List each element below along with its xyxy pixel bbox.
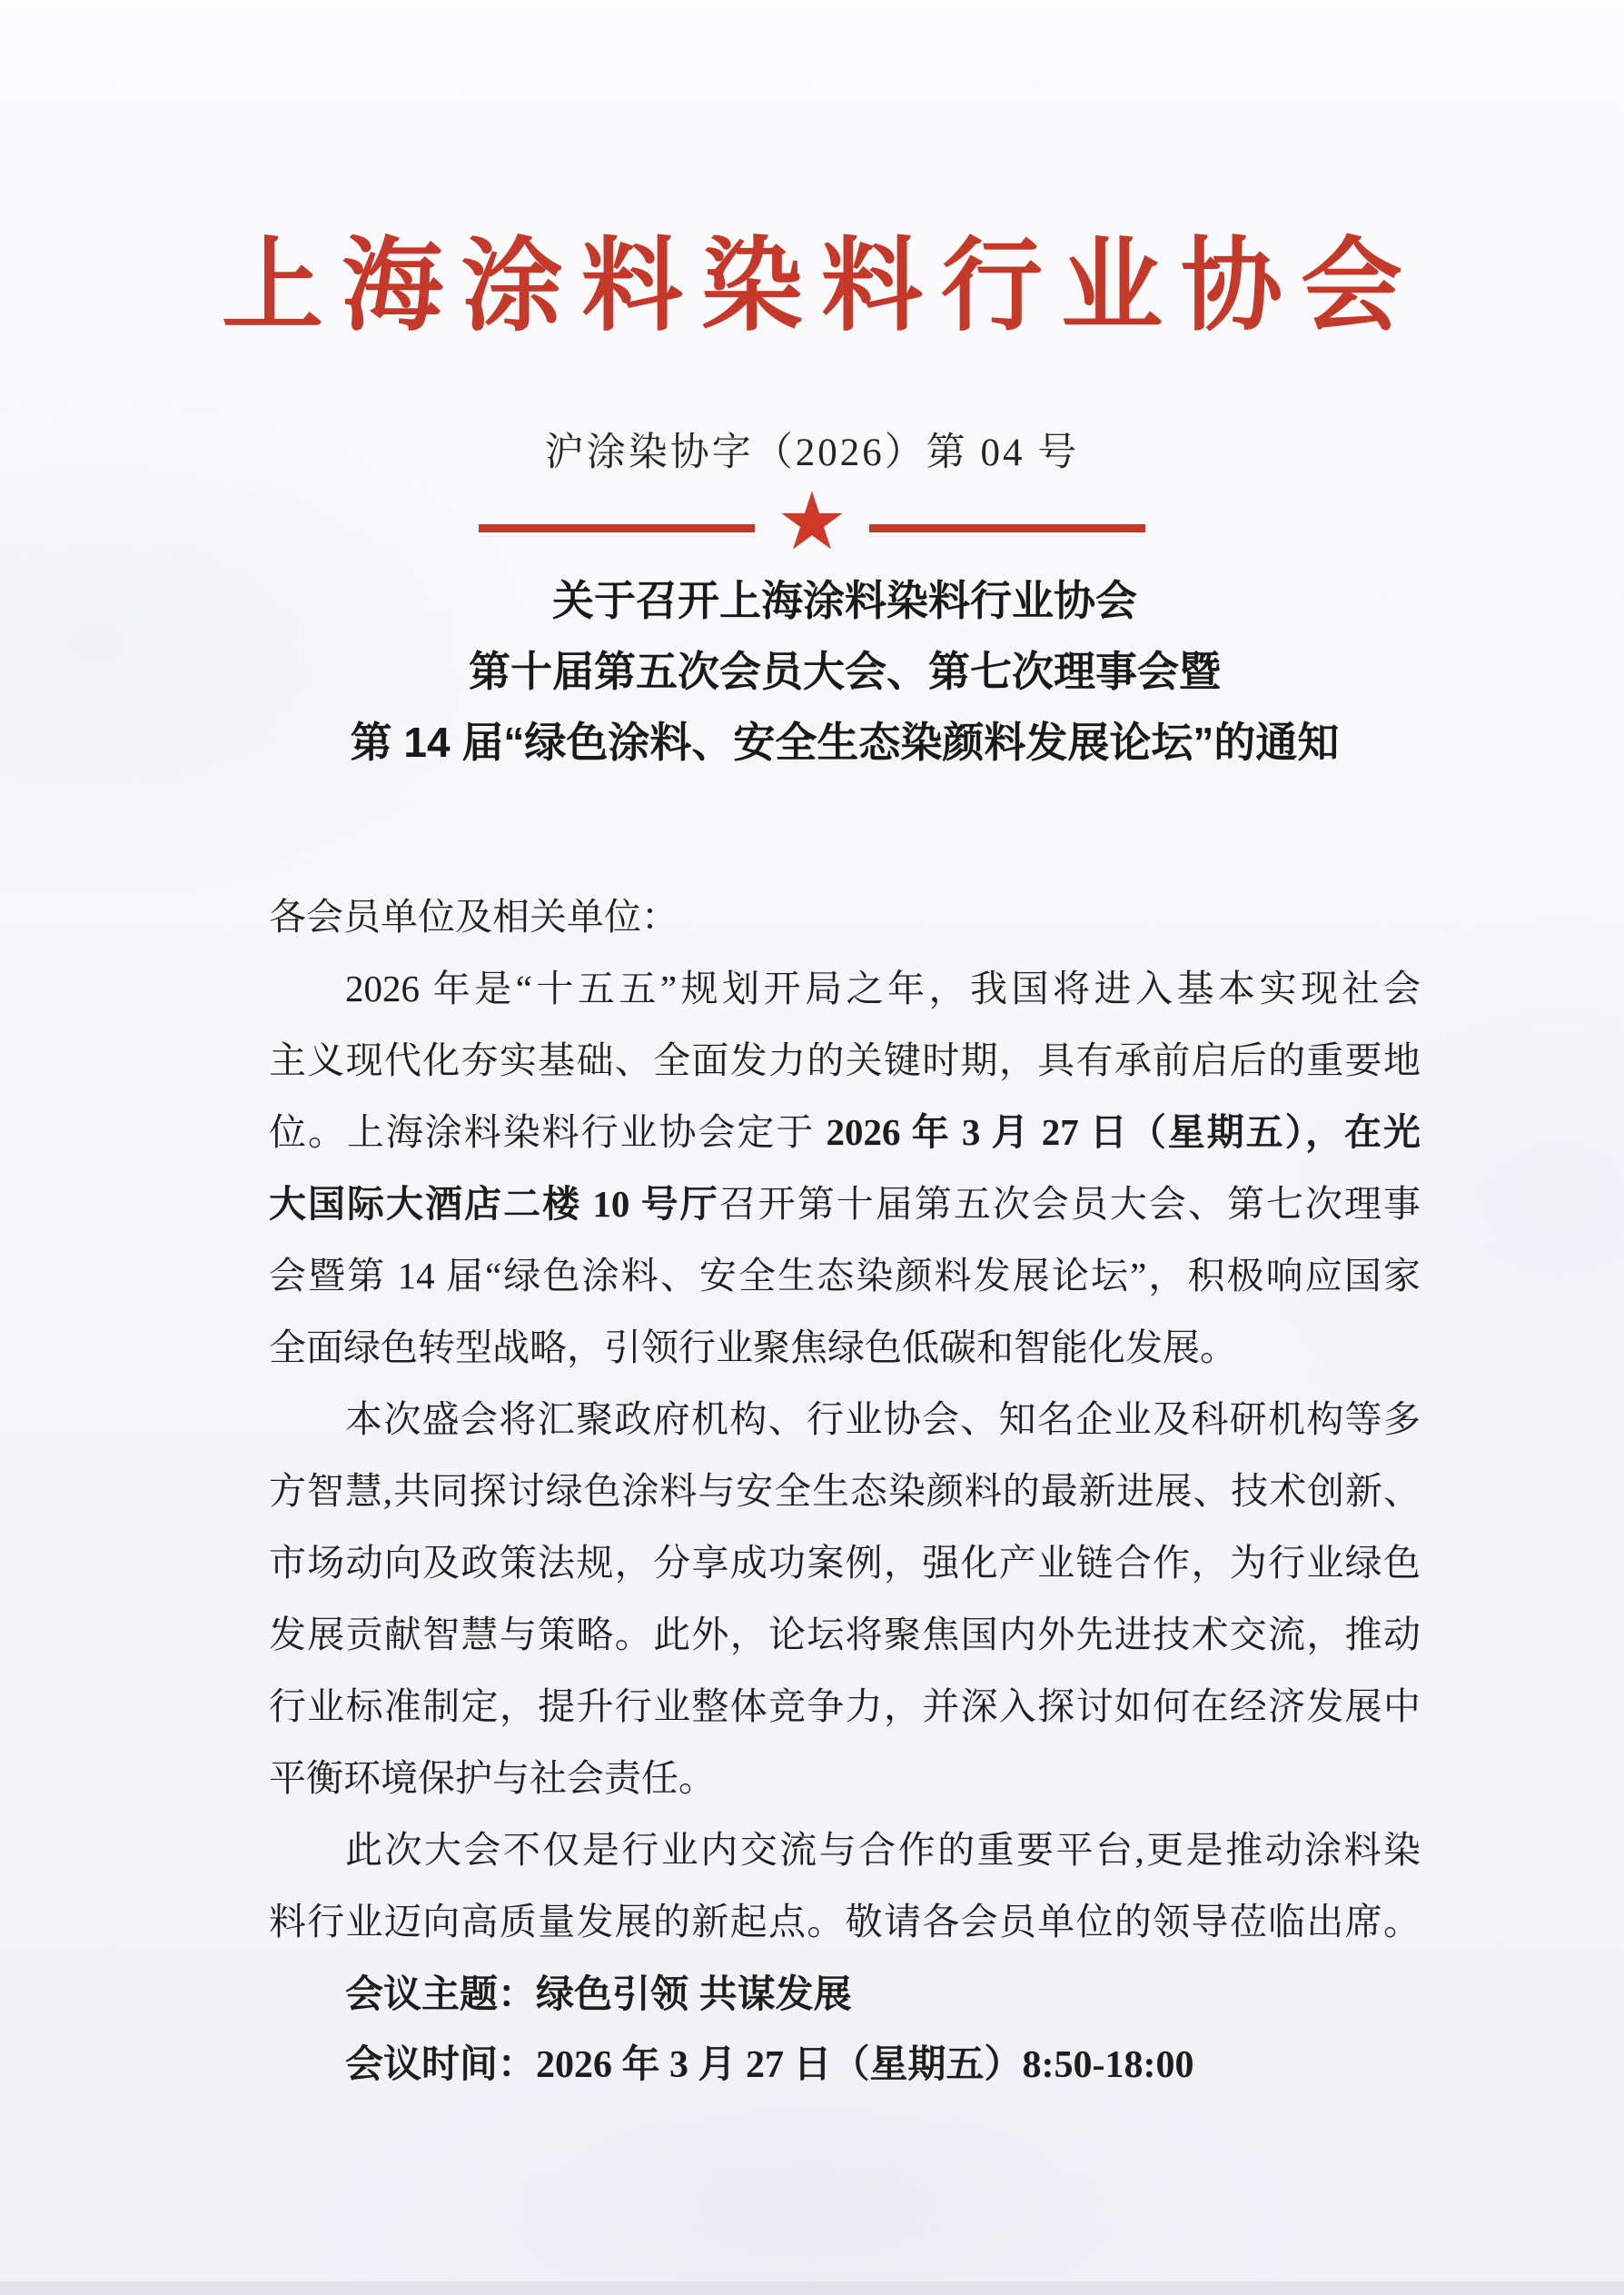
org-title: 上海涂料染料行业协会 xyxy=(222,231,1421,343)
body-text: 会暨第 14 届“绿色涂料、安全生态染颜料发展论坛”，积极响应国家 xyxy=(269,1255,1421,1297)
body-text: 市场动向及政策法规，分享成功案例，强化产业链合作，为行业绿色 xyxy=(269,1542,1421,1584)
body-line xyxy=(269,1599,1421,1671)
body-line xyxy=(269,1025,1421,1097)
body-text: 平衡环境保护与社会责任。 xyxy=(269,1757,716,1799)
body-text: 发展贡献智慧与策略。此外，论坛将聚焦国内外先进技术交流，推动 xyxy=(269,1614,1421,1655)
body-text: 主义现代化夯实基础、全面发力的关键时期，具有承前启后的重要地 xyxy=(269,1039,1421,1081)
body-text-bold: 会议时间：2026 年 3 月 27 日（星期五）8:50-18:00 xyxy=(345,2044,1194,2086)
body-text: 本次盛会将汇聚政府机构、行业协会、知名企业及科研机构等多 xyxy=(345,1398,1421,1440)
body-line xyxy=(269,1743,1421,1814)
salutation: 各会员单位及相关单位： xyxy=(269,896,678,938)
body-line xyxy=(269,1814,1421,1886)
body-text-bold: 会议主题：绿色引领 共谋发展 xyxy=(345,1972,852,2015)
body-text: 方智慧,共同探讨绿色涂料与安全生态染颜料的最新进展、技术创新、 xyxy=(269,1470,1421,1512)
body-text: 料行业迈向高质量发展的新起点。敬请各会员单位的领导莅临出席。 xyxy=(269,1901,1421,1942)
body-text-bold: 大国际大酒店二楼 10 号厅 xyxy=(269,1183,719,1225)
divider-rule-left xyxy=(479,524,755,532)
body-text: 此次大会不仅是行业内交流与合作的重要平台,更是推动涂料染 xyxy=(345,1829,1421,1871)
body-line xyxy=(269,1671,1421,1743)
body-line xyxy=(269,1168,1421,1240)
star-icon: ★ xyxy=(776,474,848,568)
body-line xyxy=(269,1455,1421,1527)
body-text: 全面绿色转型战略，引领行业聚焦绿色低碳和智能化发展。 xyxy=(269,1326,1237,1368)
notice-body xyxy=(269,881,1421,2101)
body-text: 行业标准制定，提升行业整体竞争力，并深入探讨如何在经济发展中 xyxy=(269,1685,1421,1727)
body-line xyxy=(269,1958,1421,2030)
notice-title-line-1: 关于召开上海涂料染料行业协会 xyxy=(552,577,1137,624)
notice-title-line-3: 第 14 届“绿色涂料、安全生态染颜料发展论坛”的通知 xyxy=(350,719,1340,766)
body-text: 位。上海涂料染料行业协会定于 xyxy=(269,1111,827,1153)
body-text-bold: 2026 年 3 月 27 日（星期五），在光 xyxy=(826,1111,1421,1153)
body-line xyxy=(269,1384,1421,1455)
body-line xyxy=(269,1240,1421,1312)
body-line xyxy=(269,1312,1421,1384)
notice-title-line-2: 第十届第五次会员大会、第七次理事会暨 xyxy=(469,648,1221,695)
body-line xyxy=(269,953,1421,1025)
divider-rule-right xyxy=(869,524,1145,532)
body-line xyxy=(269,2030,1421,2101)
body-line xyxy=(269,1886,1421,1958)
body-text: 2026 年是“十五五”规划开局之年，我国将进入基本实现社会 xyxy=(345,968,1421,1009)
body-line xyxy=(269,1097,1421,1168)
title-divider xyxy=(0,474,1624,569)
doc-number: 沪涂染协字（2026）第 04 号 xyxy=(544,432,1080,474)
body-lines xyxy=(269,953,1421,2101)
body-text: 召开第十届第五次会员大会、第七次理事 xyxy=(718,1183,1421,1225)
notice-title xyxy=(269,565,1421,778)
body-line xyxy=(269,1527,1421,1599)
